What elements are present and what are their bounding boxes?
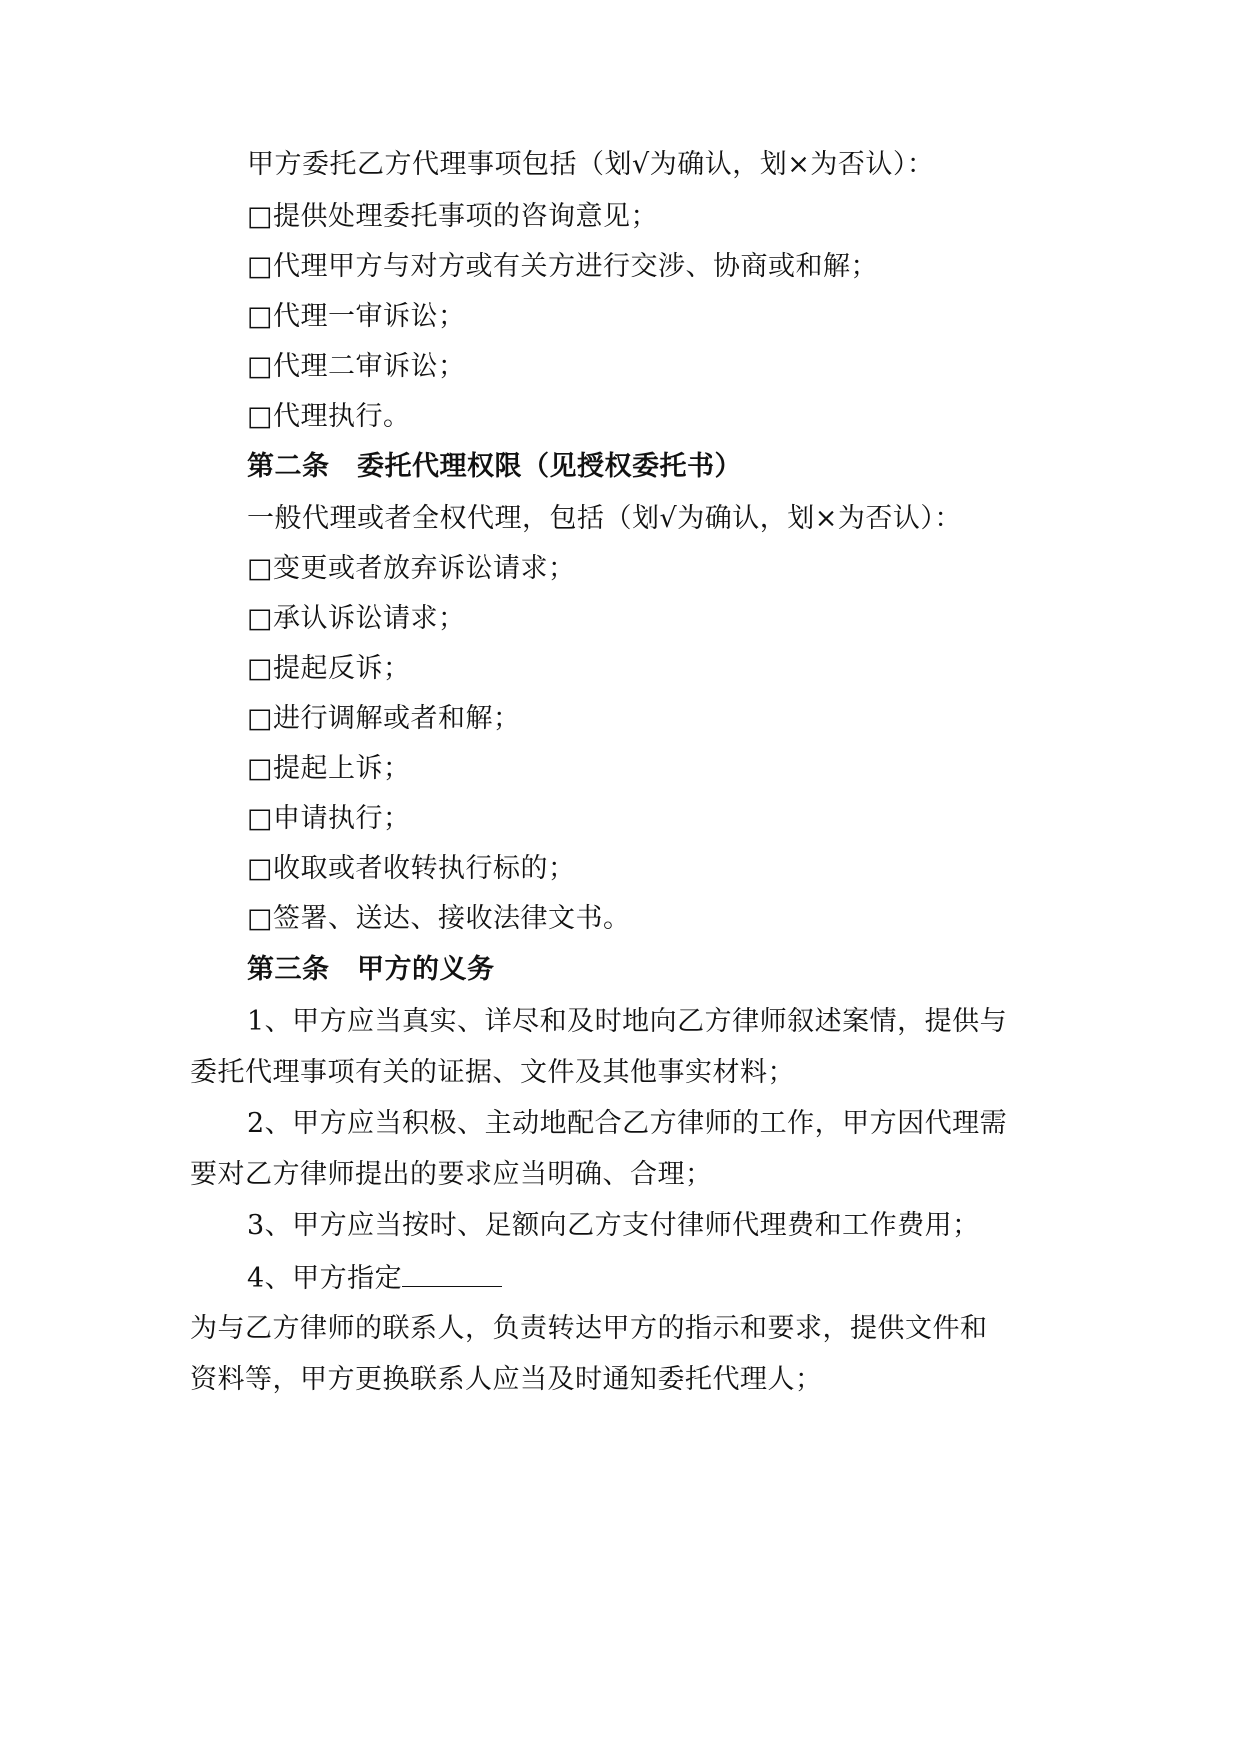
article1-item-3: □代理一审诉讼；: [247, 301, 466, 332]
article2-item-8: □签署、送达、接收法律文书。: [247, 903, 631, 934]
article2-heading: 第二条 委托代理权限（见授权委托书）: [247, 451, 742, 482]
article3-para2-line1: 2、甲方应当积极、主动地配合乙方律师的工作，甲方因代理需: [247, 1108, 1008, 1139]
article1-intro: 甲方委托乙方代理事项包括（划√为确认，划×为否认）：: [247, 149, 935, 180]
article3-para1-line1: 1、甲方应当真实、详尽和及时地向乙方律师叙述案情，提供与: [247, 1006, 1008, 1037]
contact-blank-field: [402, 1260, 502, 1287]
article1-item-1: □提供处理委托事项的咨询意见；: [247, 201, 659, 232]
article2-item-2: □承认诉讼请求；: [247, 603, 466, 634]
article2-item-7: □收取或者收转执行标的；: [247, 853, 576, 884]
article1-item-2: □代理甲方与对方或有关方进行交涉、协商或和解；: [247, 251, 879, 282]
article3-para4-line3: 资料等，甲方更换联系人应当及时通知委托代理人；: [190, 1364, 823, 1395]
article2-item-5: □提起上诉；: [247, 753, 411, 784]
article3-heading: 第三条 甲方的义务: [247, 954, 495, 985]
article2-item-4: □进行调解或者和解；: [247, 703, 521, 734]
article3-para4-line1: [247, 1260, 502, 1296]
article2-item-3: □提起反诉；: [247, 653, 411, 684]
article3-para4-text: 4、甲方指定: [247, 1263, 403, 1294]
article2-item-6: □申请执行；: [247, 803, 411, 834]
article1-item-5: □代理执行。: [247, 401, 411, 432]
article2-item-1: □变更或者放弃诉讼请求；: [247, 553, 576, 584]
article3-para1-line2: 委托代理事项有关的证据、文件及其他事实材料；: [190, 1057, 795, 1088]
article3-para4-line2: 为与乙方律师的联系人，负责转达甲方的指示和要求，提供文件和: [190, 1313, 988, 1344]
article1-item-4: □代理二审诉讼；: [247, 351, 466, 382]
article3-para2-line2: 要对乙方律师提出的要求应当明确、合理；: [190, 1159, 713, 1190]
article2-intro: 一般代理或者全权代理，包括（划√为确认，划×为否认）：: [247, 503, 962, 534]
article3-para3: 3、甲方应当按时、足额向乙方支付律师代理费和工作费用；: [247, 1210, 980, 1241]
